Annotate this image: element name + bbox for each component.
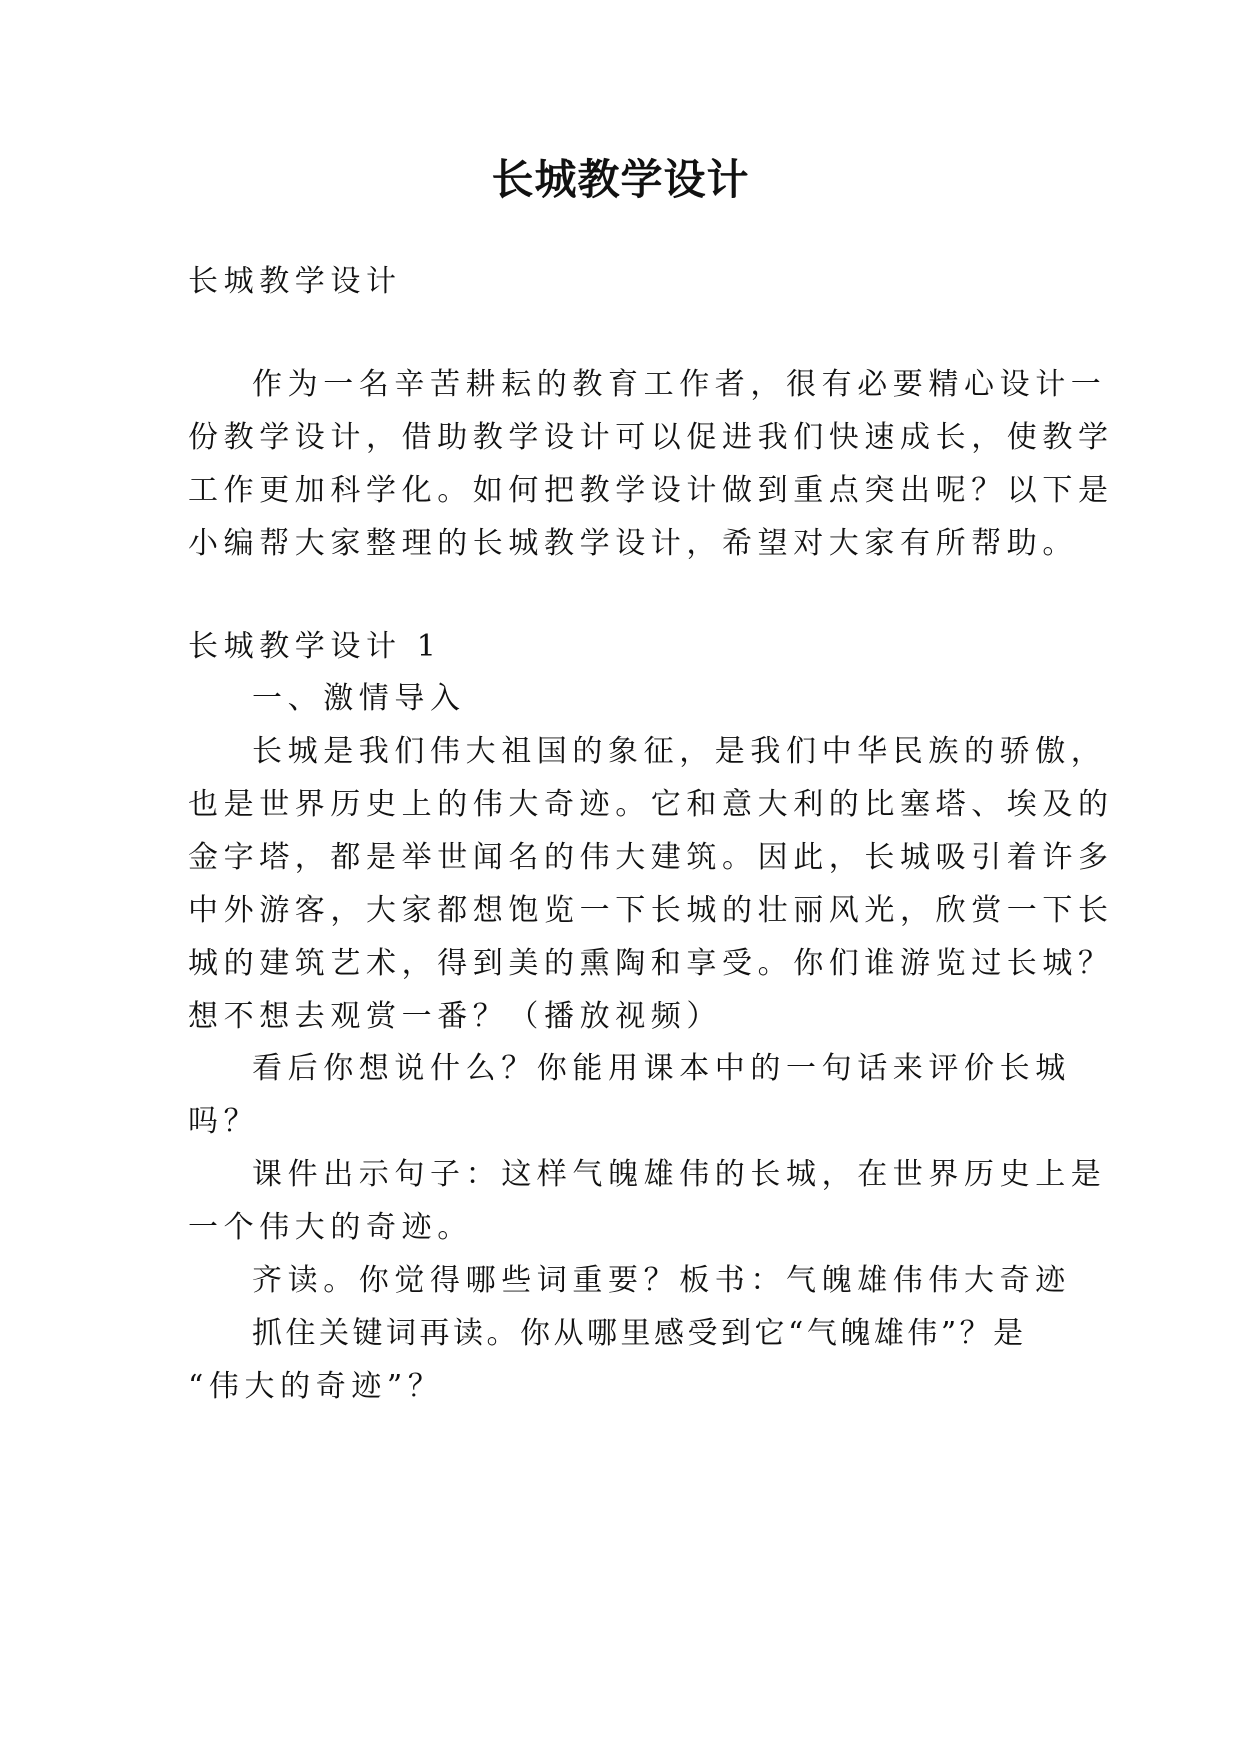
subsection-heading: 一、激情导入 — [252, 681, 466, 716]
paragraph-line: 齐读。你觉得哪些词重要？板书：气魄雄伟伟大奇迹 — [252, 1263, 1071, 1298]
paragraph-line: 城的建筑艺术，得到美的熏陶和享受。你们谁游览过长城？ — [188, 946, 1114, 981]
paragraph-line: 也是世界历史上的伟大奇迹。它和意大利的比塞塔、埃及的 — [188, 787, 1114, 822]
paragraph-line: 抓住关键词再读。你从哪里感受到它“气魄雄伟”？是 — [252, 1316, 1027, 1351]
paragraph-line: 看后你想说什么？你能用课本中的一句话来评价长城 — [252, 1051, 1071, 1086]
intro-line: 份教学设计，借助教学设计可以促进我们快速成长，使教学 — [188, 420, 1114, 455]
paragraph-line: 中外游客，大家都想饱览一下长城的壮丽风光，欣赏一下长 — [188, 893, 1114, 928]
paragraph-line: 想不想去观赏一番？（播放视频） — [188, 999, 722, 1034]
section-heading: 长城教学设计 1 — [188, 629, 442, 664]
paragraph-line: 长城是我们伟大祖国的象征，是我们中华民族的骄傲， — [252, 734, 1107, 769]
intro-line: 作为一名辛苦耕耘的教育工作者，很有必要精心设计一 — [252, 367, 1107, 402]
paragraph-line: 吗？ — [188, 1104, 260, 1139]
paragraph-line: 一个伟大的奇迹。 — [188, 1210, 473, 1245]
document-title: 长城教学设计 — [491, 155, 750, 204]
intro-line: 工作更加科学化。如何把教学设计做到重点突出呢？以下是 — [188, 473, 1114, 508]
intro-line: 小编帮大家整理的长城教学设计，希望对大家有所帮助。 — [188, 526, 1078, 561]
paragraph-line: 课件出示句子：这样气魄雄伟的长城，在世界历史上是 — [252, 1157, 1107, 1192]
paragraph-line: 金字塔，都是举世闻名的伟大建筑。因此，长城吸引着许多 — [188, 840, 1114, 875]
subtitle: 长城教学设计 — [188, 264, 402, 299]
paragraph-line: “伟大的奇迹”？ — [188, 1369, 444, 1404]
